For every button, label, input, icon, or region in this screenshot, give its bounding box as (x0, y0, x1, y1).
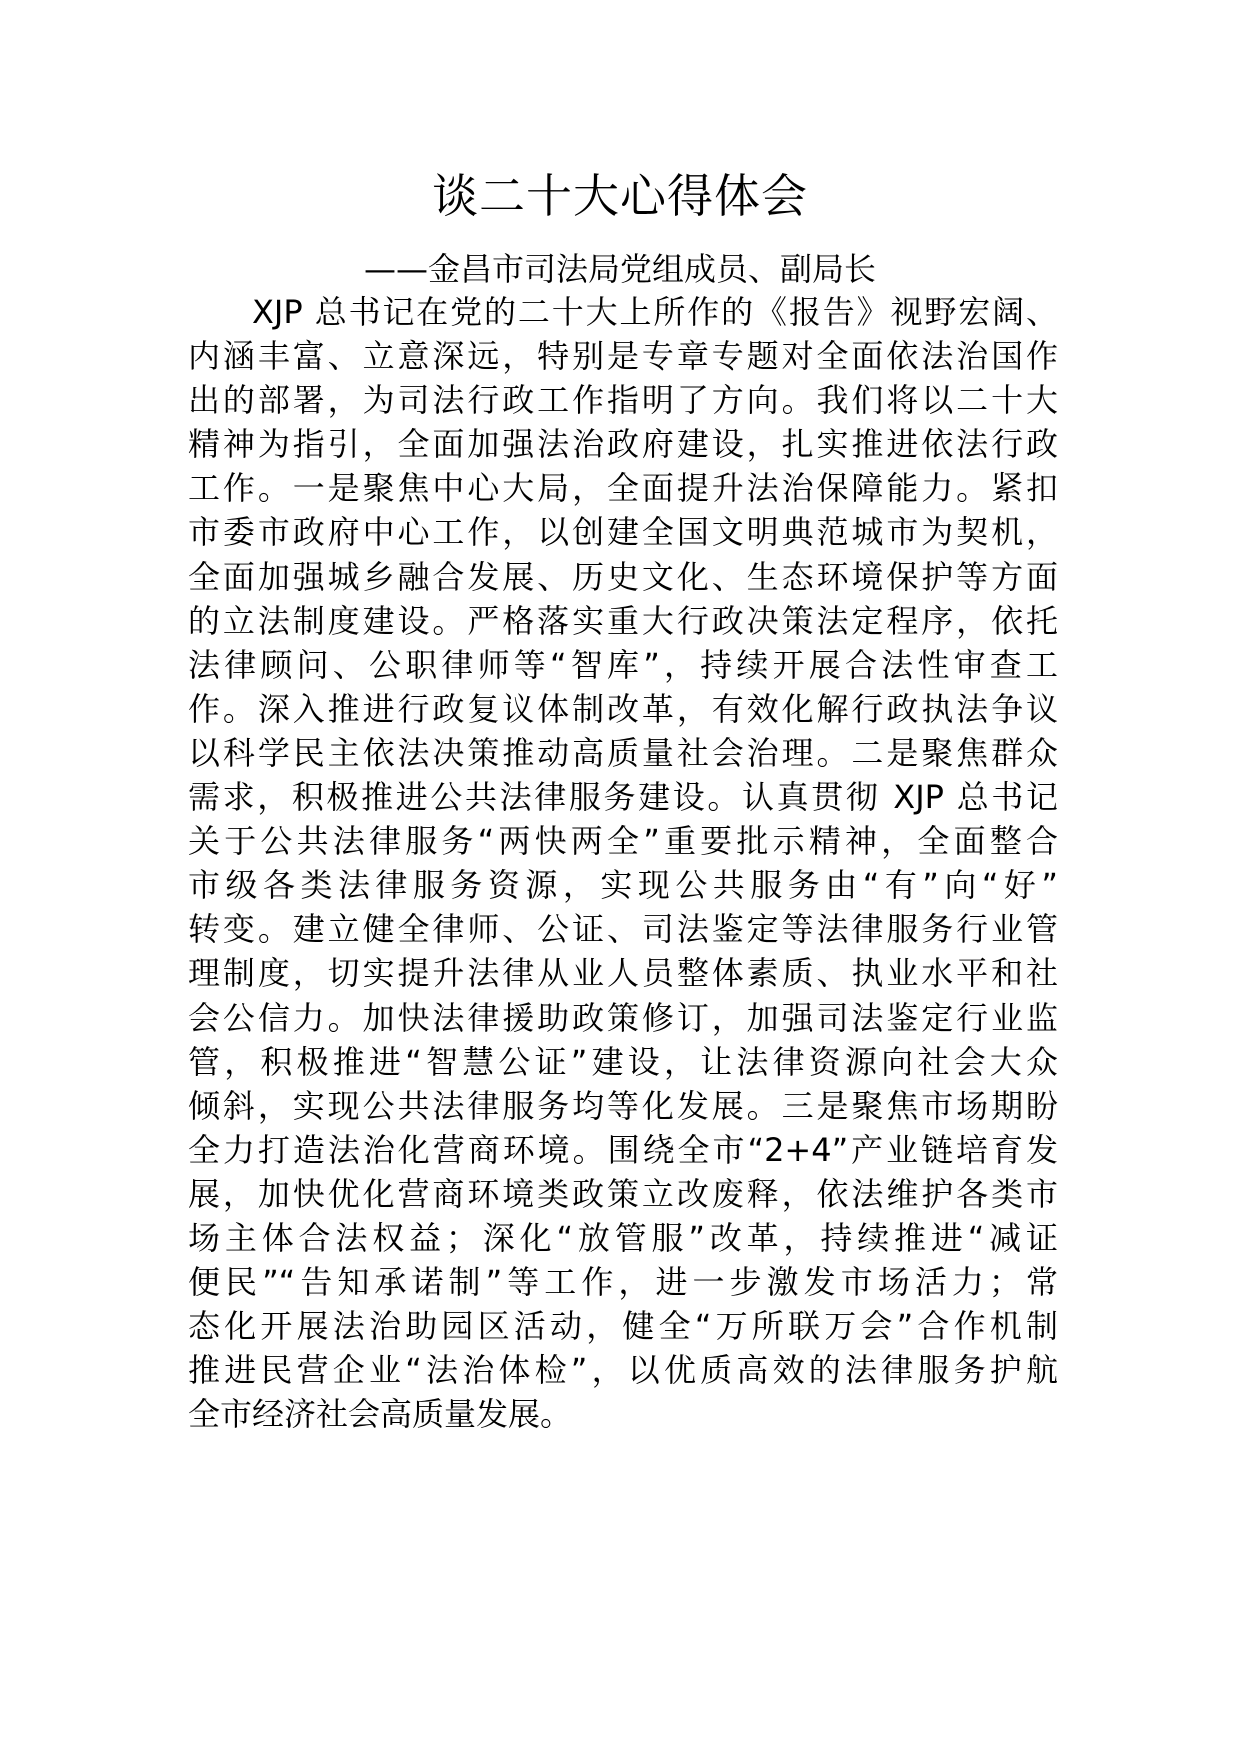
body-line: 作。深入推进行政复议体制改革，有效化解行政执法争议 (188, 689, 1058, 728)
body-line: 工作。一是聚焦中心大局，全面提升法治保障能力。紧扣 (188, 469, 1058, 508)
body-line: 推进民营企业“法治体检”，以优质高效的法律服务护航 (188, 1351, 1058, 1390)
body-line: 转变。建立健全律师、公证、司法鉴定等法律服务行业管 (188, 910, 1058, 949)
body-line: 法律顾问、公职律师等“智库”，持续开展合法性审查工 (188, 645, 1058, 684)
body-line: 全力打造法治化营商环境。围绕全市“2+4”产业链培育发 (188, 1130, 1058, 1169)
body-line: 全市经济社会高质量发展。 (188, 1395, 573, 1434)
body-line: 需求，积极推进公共法律服务建设。认真贯彻 XJP 总书记 (188, 778, 1058, 817)
body-line: 便民”“告知承诺制”等工作，进一步激发市场活力；常 (188, 1263, 1058, 1302)
body-line: XJP 总书记在党的二十大上所作的《报告》视野宏阔、 (252, 293, 1058, 331)
body-line: 以科学民主依法决策推动高质量社会治理。二是聚焦群众 (188, 733, 1058, 772)
body-line: 管，积极推进“智慧公证”建设，让法律资源向社会大众 (188, 1042, 1058, 1081)
body-line: 的立法制度建设。严格落实重大行政决策法定程序，依托 (188, 601, 1058, 640)
body-line: 态化开展法治助园区活动，健全“万所联万会”合作机制 (188, 1307, 1058, 1346)
body-line: 精神为指引，全面加强法治政府建设，扎实推进依法行政 (188, 425, 1058, 464)
body-line: 展，加快优化营商环境类政策立改废释，依法维护各类市 (188, 1174, 1058, 1213)
document-subtitle: ——金昌市司法局党组成员、副局长 (363, 250, 876, 288)
body-line: 市级各类法律服务资源，实现公共服务由“有”向“好” (188, 866, 1058, 905)
body-line: 场主体合法权益；深化“放管服”改革，持续推进“减证 (188, 1218, 1058, 1257)
body-line: 市委市政府中心工作，以创建全国文明典范城市为契机， (188, 513, 1058, 552)
body-line: 理制度，切实提升法律从业人员整体素质、执业水平和社 (188, 954, 1058, 993)
body-line: 倾斜，实现公共法律服务均等化发展。三是聚焦市场期盼 (188, 1086, 1058, 1125)
body-line: 关于公共法律服务“两快两全”重要批示精神，全面整合 (188, 822, 1058, 861)
body-line: 全面加强城乡融合发展、历史文化、生态环境保护等方面 (188, 557, 1058, 596)
body-line: 会公信力。加快法律援助政策修订，加强司法鉴定行业监 (188, 998, 1058, 1037)
document-title: 谈二十大心得体会 (432, 169, 808, 223)
document-body (188, 290, 1058, 1436)
body-line: 出的部署，为司法行政工作指明了方向。我们将以二十大 (188, 381, 1058, 420)
body-line: 内涵丰富、立意深远，特别是专章专题对全面依法治国作 (188, 337, 1058, 376)
